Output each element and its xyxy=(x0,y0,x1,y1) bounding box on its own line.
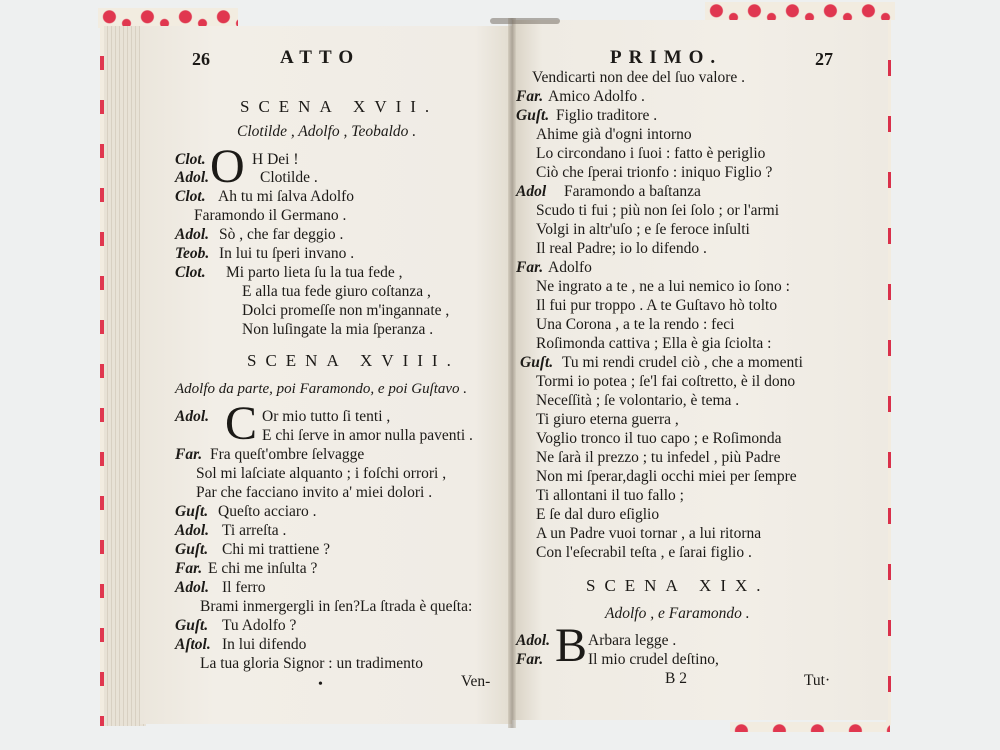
verse-line: Ti allontani il tuo fallo ; xyxy=(536,487,684,504)
book-gutter xyxy=(508,18,516,728)
verse-line: Ahime già d'ogni intorno xyxy=(536,126,692,143)
verse-line: Clotilde . xyxy=(260,169,318,186)
running-head-left: ATTO xyxy=(280,47,361,68)
verse-line: Scudo ti fui ; più non ſei ſolo ; or l'armi xyxy=(536,202,780,219)
verse-line: Il fui pur troppo . A te Guſtavo hò tolto xyxy=(536,297,778,314)
verse-line: E ſe dal duro eſiglio xyxy=(536,506,660,523)
speaker: Far. xyxy=(175,560,203,577)
speaker: Adol. xyxy=(175,169,210,186)
verse-line: Una Corona , a te la rendo : feci xyxy=(536,316,735,333)
verse-line: Chi mi trattiene ? xyxy=(222,541,331,558)
verse-line: Volgi in altr'uſo ; e ſe feroce inſulti xyxy=(536,221,750,238)
verse-line: Queſto acciaro . xyxy=(218,503,317,520)
scene-18-characters: Adolfo da parte, poi Faramondo, e poi Guſtavo . xyxy=(175,381,468,397)
verse-line: Sò , che far deggio . xyxy=(219,226,344,243)
verse-line: Tu mi rendi crudel ciò , che a momenti xyxy=(562,354,803,371)
page-number-left: 26 xyxy=(192,49,210,69)
speaker: Clot. xyxy=(175,188,206,205)
speaker: Far. xyxy=(516,259,544,276)
verse-line: Voglio tronco il tuo capo ; e Roſimonda xyxy=(536,430,782,447)
verse-line: Ti arreſta . xyxy=(222,522,287,539)
speaker: Far. xyxy=(516,88,544,105)
speaker: Adol. xyxy=(175,579,210,596)
verse-line: Dolci promeſſe non m'ingannate , xyxy=(242,302,450,319)
verse-line: Faramondo a baſtanza xyxy=(564,183,701,200)
verse-line: La tua gloria Signor : un tradimento xyxy=(200,655,423,672)
verse-line: Tu Adolfo ? xyxy=(222,617,297,634)
verse-line: H Dei ! xyxy=(252,151,299,168)
verse-line: Arbara legge . xyxy=(588,632,677,649)
verse-line: A un Padre vuoi tornar , a lui ritorna xyxy=(536,525,762,542)
verse-line: Non mi ſperar,dagli occhi miei per ſempre xyxy=(536,468,797,485)
verse-line: Ne ſarà il prezzo ; tu infedel , più Padre xyxy=(536,449,781,466)
verse-line: E alla tua fede giuro coſtanza , xyxy=(242,283,431,300)
speaker: Clot. xyxy=(175,264,206,281)
scene-17-characters: Clotilde , Adolfo , Teobaldo . xyxy=(237,123,417,140)
verse-line: Non luſingate la mia ſperanza . xyxy=(242,321,434,338)
verse-line: Il ferro xyxy=(222,579,266,596)
speaker: Guſt. xyxy=(175,617,209,634)
catchword-right: Tut· xyxy=(804,672,831,689)
speaker: Guſt. xyxy=(520,354,554,371)
verse-line: Tormi io potea ; ſe'l fai coſtretto, è il dono xyxy=(536,373,796,390)
verse-line: Or mio tutto ſi tenti , xyxy=(262,408,391,425)
speaker: Adol. xyxy=(175,226,210,243)
verse-line: Brami inmergergli in ſen?La ſtrada è queſta: xyxy=(200,598,473,615)
page-number-right: 27 xyxy=(815,49,833,69)
verse-line: Il real Padre; io lo difendo . xyxy=(536,240,707,257)
verse-line: Fra queſt'ombre ſelvagge xyxy=(210,446,365,463)
running-head-right: PRIMO. xyxy=(610,47,723,68)
drop-cap-o: O xyxy=(210,140,245,193)
verse-line: Par che facciano invito a' miei dolori . xyxy=(196,484,433,501)
verse-line: Vendicarti non dee del ſuo valore . xyxy=(532,69,746,86)
cover-paper-bottom-right xyxy=(730,722,890,732)
verse-line: Adolfo xyxy=(548,259,592,276)
speaker: Adol xyxy=(516,183,547,200)
speaker: Adol. xyxy=(175,522,210,539)
catchword-left: Ven- xyxy=(461,673,491,690)
verse-line: Roſimonda cattiva ; Ella è gia ſciolta : xyxy=(536,335,772,352)
verse-line: Ah tu mi ſalva Adolfo xyxy=(218,188,355,205)
verse-line: In lui difendo xyxy=(222,636,307,653)
speaker: Guſt. xyxy=(175,541,209,558)
verse-line: In lui tu ſperi invano . xyxy=(219,245,355,262)
verse-line: E chi me inſulta ? xyxy=(208,560,318,577)
cover-paper-top-left xyxy=(98,8,238,28)
verse-line: Con l'eſecrabil teſta , e ſarai figlio . xyxy=(536,544,752,561)
verse-line: Ciò che ſperai trionfo : iniquo Figlio ? xyxy=(536,164,773,181)
speaker: Teob. xyxy=(175,245,210,262)
scene-18-title: SCENA XVIII. xyxy=(247,351,460,370)
verse-line: Sol mi laſciate alquanto ; i foſchi orrori , xyxy=(196,465,447,482)
scene-19-title: SCENA XIX. xyxy=(586,576,770,595)
verse-line: Amico Adolfo . xyxy=(548,88,645,105)
speaker: Clot. xyxy=(175,151,206,168)
speaker: Aſtol. xyxy=(175,636,211,653)
verse-line: Ne ingrato a te , ne a lui nemico io ſono : xyxy=(536,278,790,295)
verse-line: Ti giuro eterna guerra , xyxy=(536,411,679,428)
speaker: Guſt. xyxy=(516,107,550,124)
drop-cap-c: C xyxy=(225,397,258,450)
verse-line: Figlio traditore . xyxy=(556,107,658,124)
verse-line: Mi parto lieta ſu la tua fede , xyxy=(226,264,403,281)
verse-line: E chi ſerve in amor nulla paventi . xyxy=(262,427,473,444)
scene-19-characters: Adolfo , e Faramondo . xyxy=(605,605,750,622)
drop-cap-b: B xyxy=(555,619,588,672)
speaker: Adol. xyxy=(175,408,210,425)
verse-line: Faramondo il Germano . xyxy=(194,207,347,224)
verse-line: Lo circondano i ſuoi : fatto è periglio xyxy=(536,145,766,162)
speaker: Adol. xyxy=(516,632,551,649)
cover-paper-top-right xyxy=(705,2,895,20)
speaker: Guſt. xyxy=(175,503,209,520)
speaker: Far. xyxy=(175,446,203,463)
footer-mark: • xyxy=(318,677,323,692)
binding-stain xyxy=(490,18,560,24)
verse-line: Neceſſità ; ſe volontario, è tema . xyxy=(536,392,740,409)
scene-17-title: SCENA XVII. xyxy=(240,97,439,116)
speaker: Far. xyxy=(516,651,544,668)
signature-mark: B 2 xyxy=(665,670,687,687)
verse-line: Il mio crudel deſtino, xyxy=(588,651,719,668)
